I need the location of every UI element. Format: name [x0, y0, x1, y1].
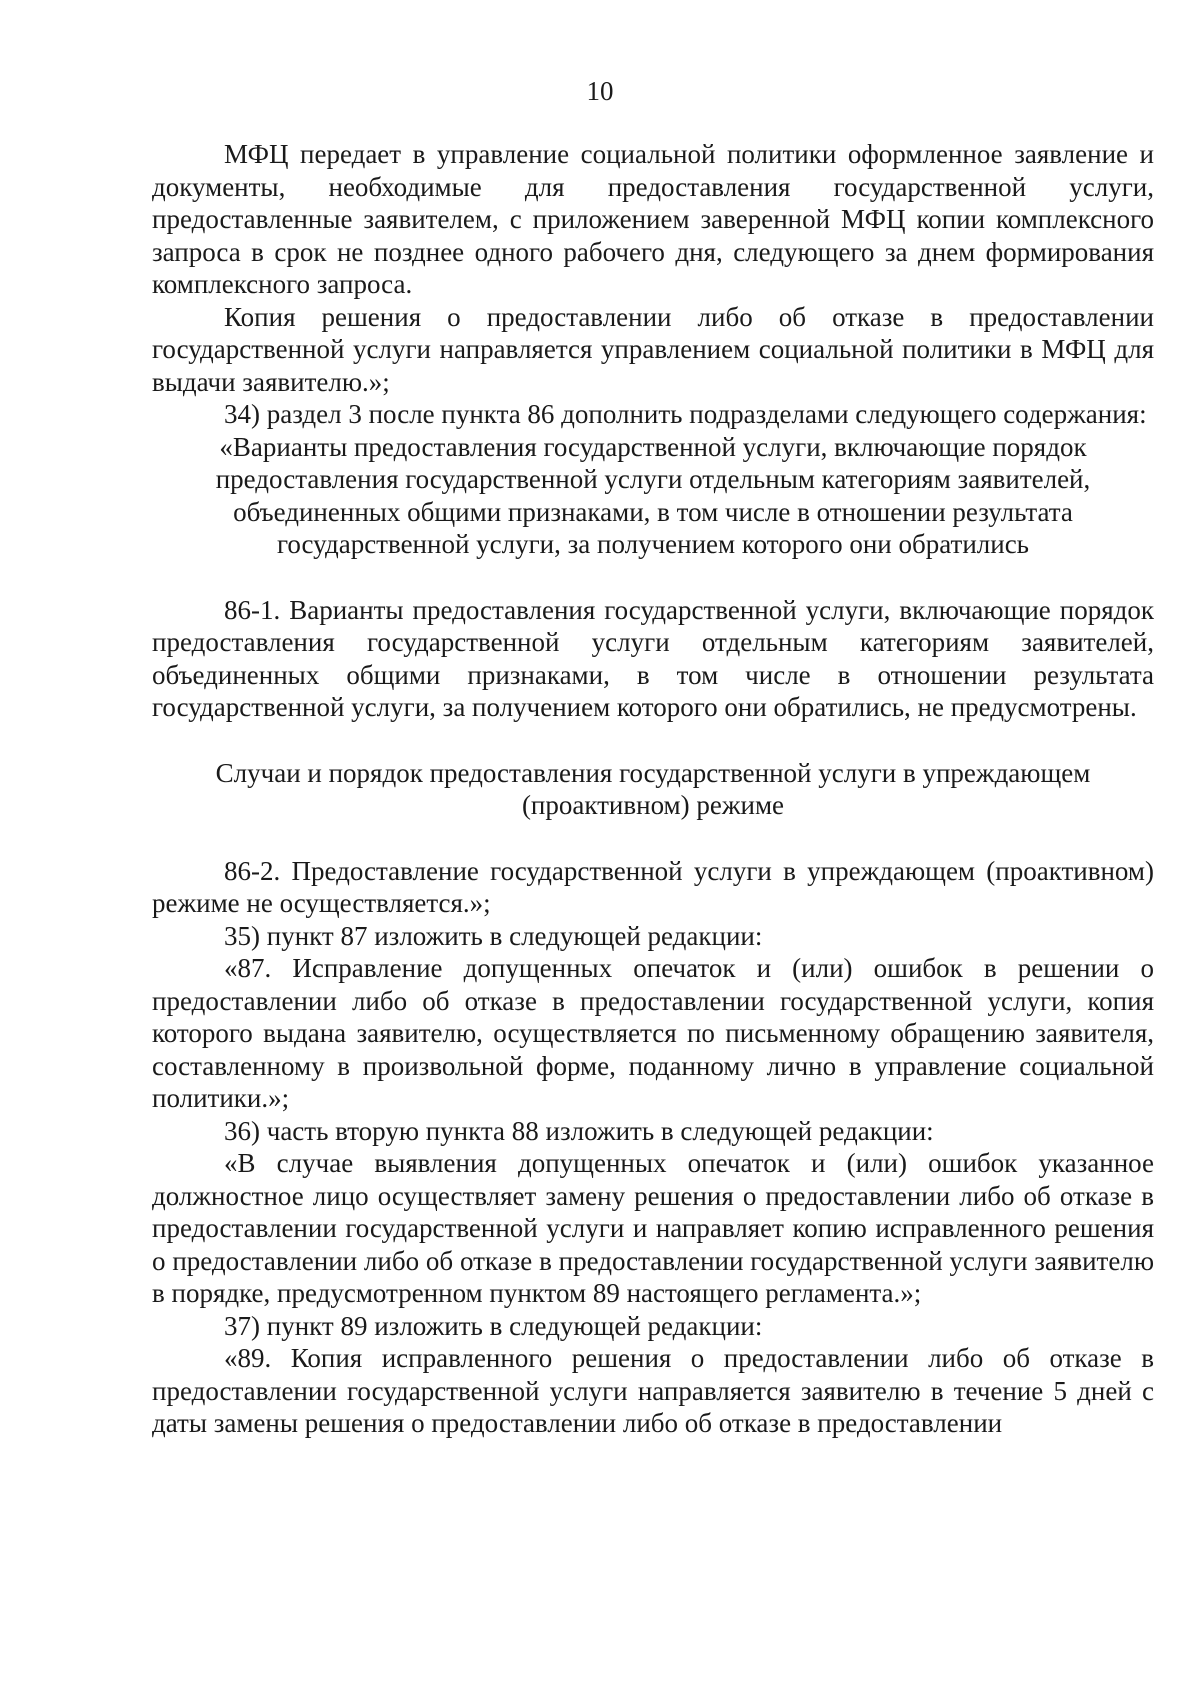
paragraph-87: «87. Исправление допущенных опечаток и (или) ошибок в решении о предоставлении либо об отказе в предоставлении государственной услуги, копия которого выдана заявителю, осуществляется по письменному обращению заявителя, составленному в произвольной форме, поданному лично в управление социальной политики.»; — [152, 953, 1154, 1113]
document-body — [152, 138, 1154, 1440]
spacer — [152, 822, 1154, 855]
subsection-heading-proactive: Случаи и порядок предоставления государственной услуги в упреждающем (проактивном) режиме — [215, 757, 1091, 820]
paragraph-item-37: 37) пункт 89 изложить в следующей редакции: — [224, 1310, 763, 1341]
paragraph-item-34: 34) раздел 3 после пункта 86 дополнить подразделами следующего содержания: — [224, 399, 1147, 429]
paragraph-86-2: 86-2. Предоставление государственной услуги в упреждающем (проактивном) режиме не осуществляется.»; — [152, 855, 1154, 918]
spacer — [152, 724, 1154, 757]
paragraph-decision-copy: Копия решения о предоставлении либо об отказе в предоставлении государственной услуги направляется управлением социальной политики в МФЦ для выдачи заявителю.»; — [152, 301, 1154, 397]
subsection-heading-variants: «Варианты предоставления государственной услуги, включающие порядок предоставления государственной услуги отдельным категориям заявителей, объединенных общими признаками, в том числе в отношении результата государственной услуги, за получением которого они обратились — [215, 431, 1091, 559]
spacer — [152, 561, 1154, 594]
page-number: 10 — [586, 76, 614, 106]
paragraph-item-35: 35) пункт 87 изложить в следующей редакции: — [224, 920, 763, 951]
paragraph-89: «89. Копия исправленного решения о предоставлении либо об отказе в предоставлении государственной услуги направляется заявителю в течение 5 дней с даты замены решения о предоставлении либо об отказе в предоставлении — [152, 1343, 1154, 1438]
paragraph-item-36: 36) часть вторую пункта 88 изложить в следующей редакции: — [224, 1115, 934, 1146]
paragraph-88-part2: «В случае выявления допущенных опечаток и (или) ошибок указанное должностное лицо осуществляет замену решения о предоставлении либо об отказе в предоставлении государственной услуги и направляет копию исправленного решения о предоставлении либо об отказе в предоставлении государственной услуги заявителю в порядке, предусмотренном пунктом 89 настоящего регламента.»; — [152, 1148, 1154, 1308]
paragraph-86-1: 86-1. Варианты предоставления государственной услуги, включающие порядок предоставления государственной услуги отдельным категориям заявителей, объединенных общими признаками, в том числе в отношении результата государственной услуги, за получением которого они обратились, не предусмотрены. — [152, 594, 1154, 722]
paragraph-mfc-transfer: МФЦ передает в управление социальной политики оформленное заявление и документы, необходимые для предоставления государственной услуги, предоставленные заявителем, с приложением заверенной МФЦ копии комплексного запроса в срок не позднее одного рабочего дня, следующего за днем формирования комплексного запроса. — [152, 139, 1154, 299]
